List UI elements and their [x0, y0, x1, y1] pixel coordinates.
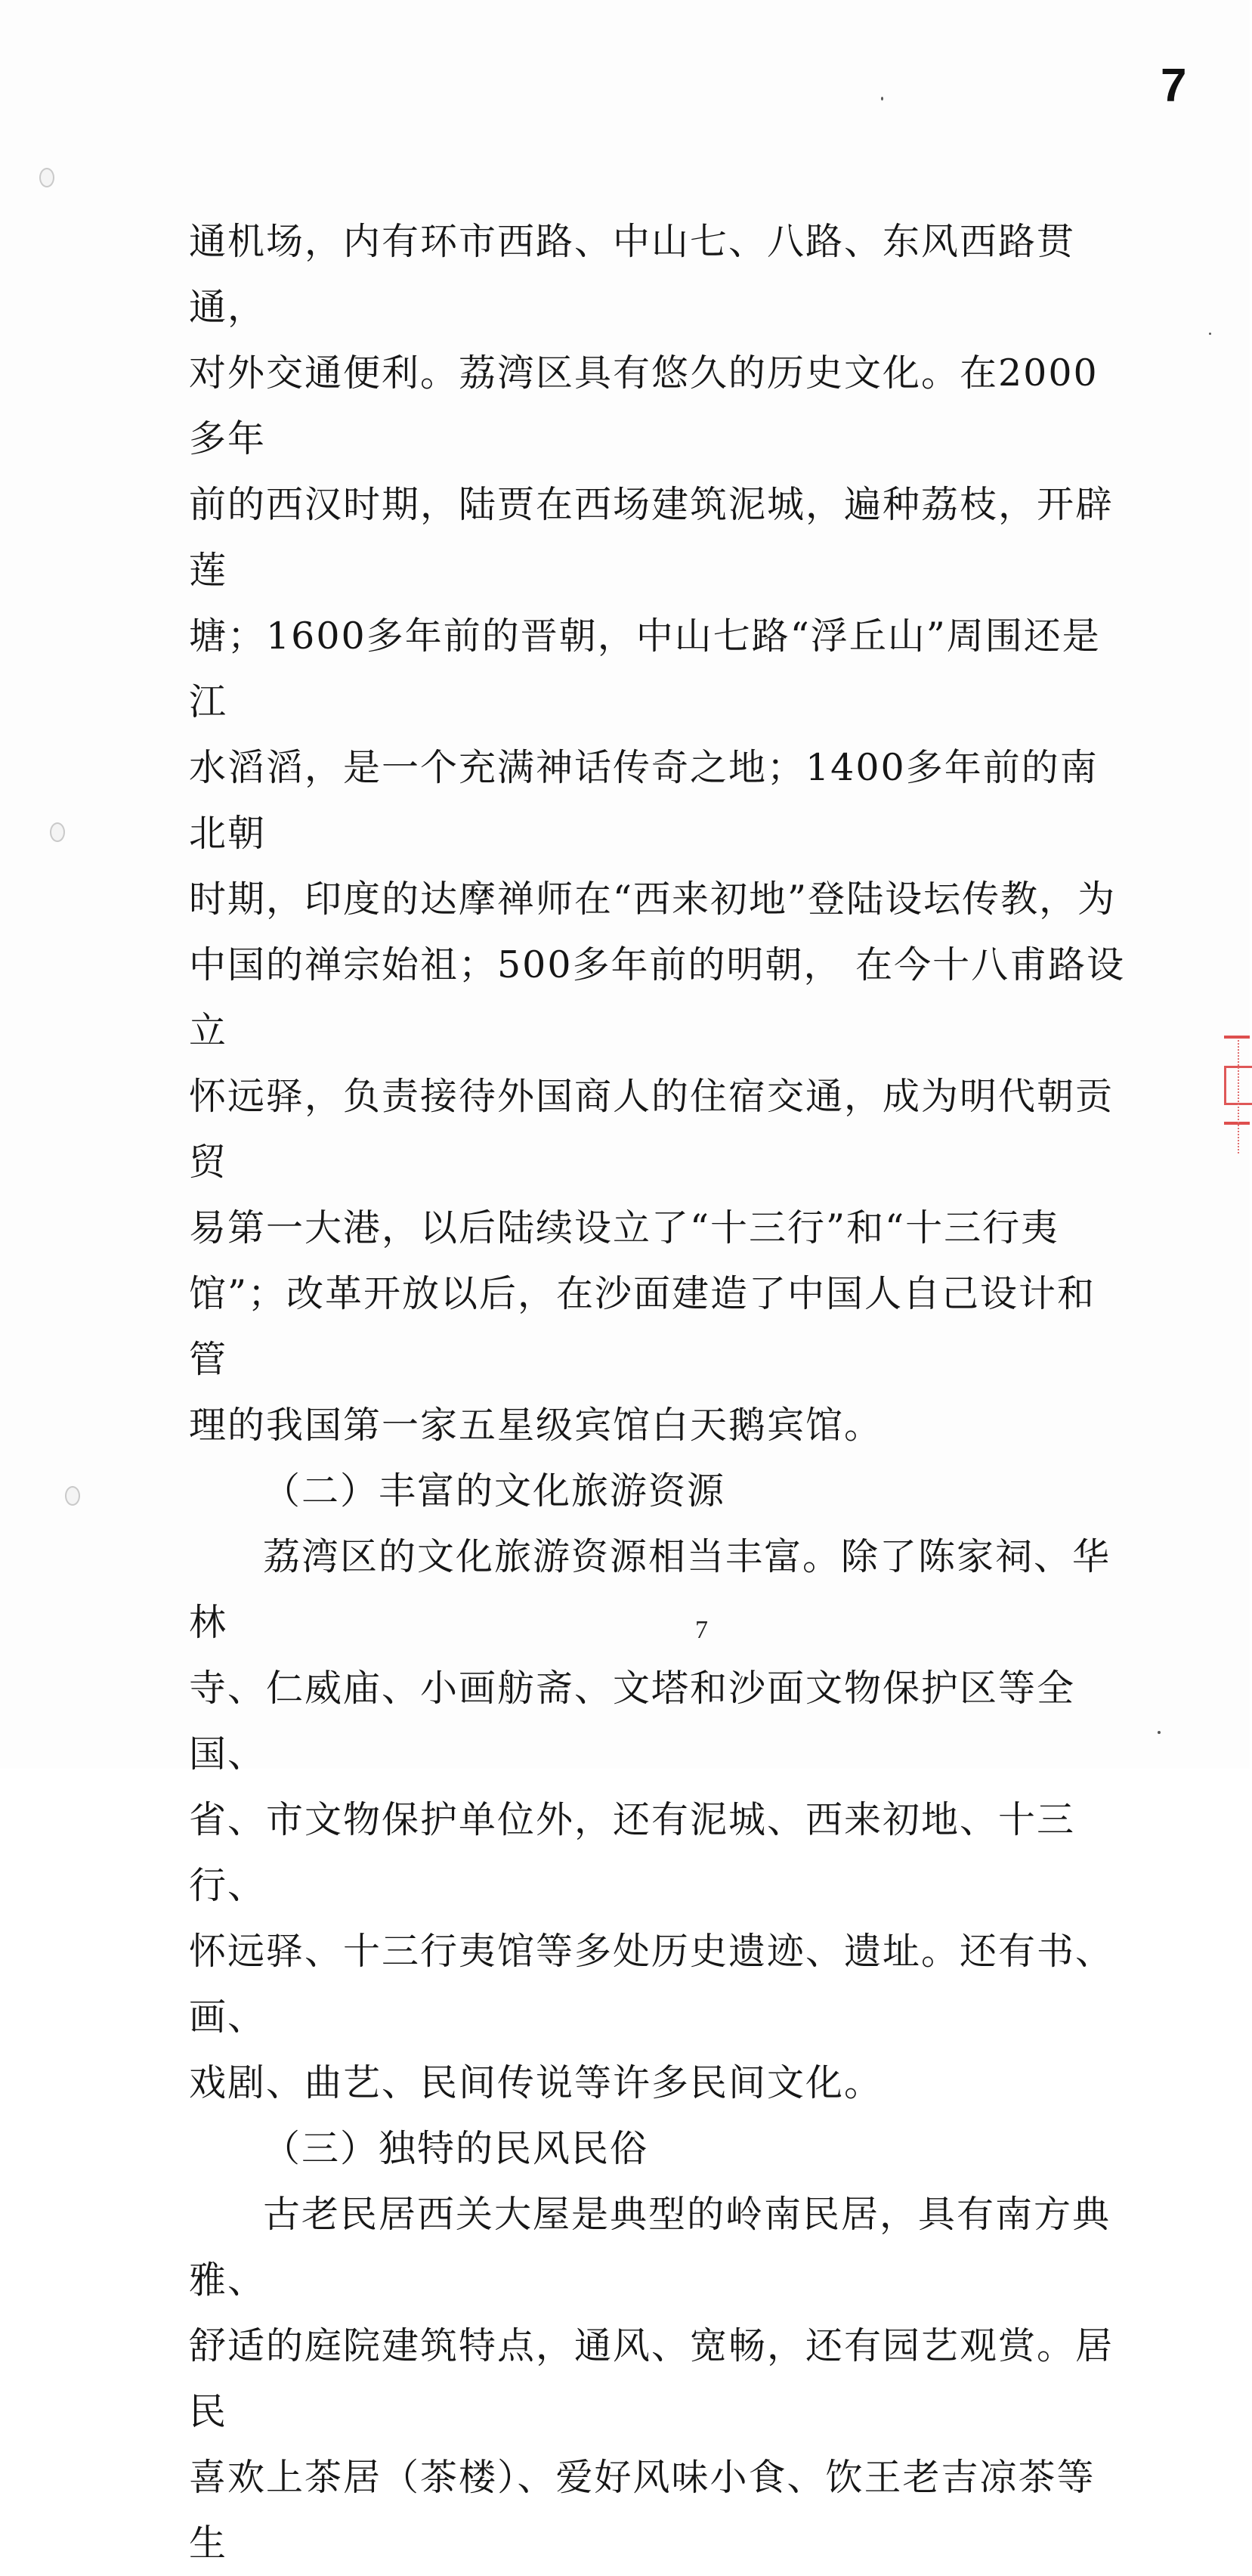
text-line: 省、市文物保护单位外，还有泥城、西来初地、十三行、	[189, 1798, 1076, 1907]
text-line: 戏剧、曲艺、民间传说等许多民间文化。	[189, 2061, 883, 2104]
scan-speck	[1158, 1731, 1161, 1734]
text-line: 通机场，内有环市西路、中山七、八路、东风西路贯通，	[189, 220, 1076, 329]
text-line: 塘；1600多年前的晋朝，中山七路“浮丘山”周围还是江	[189, 615, 1101, 723]
text-line: 馆”；改革开放以后，在沙面建造了中国人自己设计和管	[189, 1272, 1096, 1381]
scan-speck	[881, 97, 883, 101]
text-line: 对外交通便利。荔湾区具有悠久的历史文化。在2000多年	[189, 351, 1099, 460]
binder-hole-icon	[50, 822, 65, 842]
text-line: 舒适的庭院建筑特点，通风、宽畅，还有园艺观赏。居民	[189, 2324, 1114, 2433]
text-line: 喜欢上茶居（茶楼）、爱好风味小食、饮王老吉凉茶等生	[189, 2456, 1096, 2565]
corner-page-number: 7	[1161, 60, 1187, 112]
text-line: 怀远驿、十三行夷馆等多处历史遗迹、遗址。还有书、画、	[189, 1930, 1114, 2039]
red-seal-stamp	[1220, 1033, 1250, 1161]
text-line: 理的我国第一家五星级宾馆白天鹅宾馆。	[189, 1404, 883, 1447]
section-heading-2: （二）丰富的文化旅游资源	[263, 1469, 726, 1512]
scan-speck	[1209, 333, 1211, 335]
footer-page-number: 7	[695, 1616, 708, 1644]
text-line: 易第一大港，以后陆续设立了“十三行”和“十三行夷	[189, 1206, 1060, 1249]
text-line: 时期，印度的达摩禅师在“西来初地”登陆设坛传教，为	[189, 878, 1117, 921]
binder-hole-icon	[39, 168, 54, 187]
text-line: 怀远驿，负责接待外国商人的住宿交通，成为明代朝贡贸	[189, 1075, 1114, 1184]
body-text	[189, 209, 1133, 2576]
binder-hole-icon	[65, 1486, 80, 1506]
text-line: 古老民居西关大屋是典型的岭南民居，具有南方典雅、	[189, 2193, 1111, 2302]
text-line: 寺、仁威庙、小画舫斋、文塔和沙面文物保护区等全国、	[189, 1667, 1076, 1776]
text-line: 中国的禅宗始祖；500多年前的明朝， 在今十八甫路设立	[189, 943, 1126, 1052]
text-line: 荔湾区的文化旅游资源相当丰富。除了陈家祠、华林	[189, 1535, 1111, 1644]
text-line: 前的西汉时期，陆贾在西场建筑泥城，遍种荔枝，开辟莲	[189, 483, 1114, 592]
section-heading-3: （三）独特的民风民俗	[263, 2127, 649, 2170]
text-line: 水滔滔，是一个充满神话传奇之地；1400多年前的南北朝	[189, 746, 1099, 855]
